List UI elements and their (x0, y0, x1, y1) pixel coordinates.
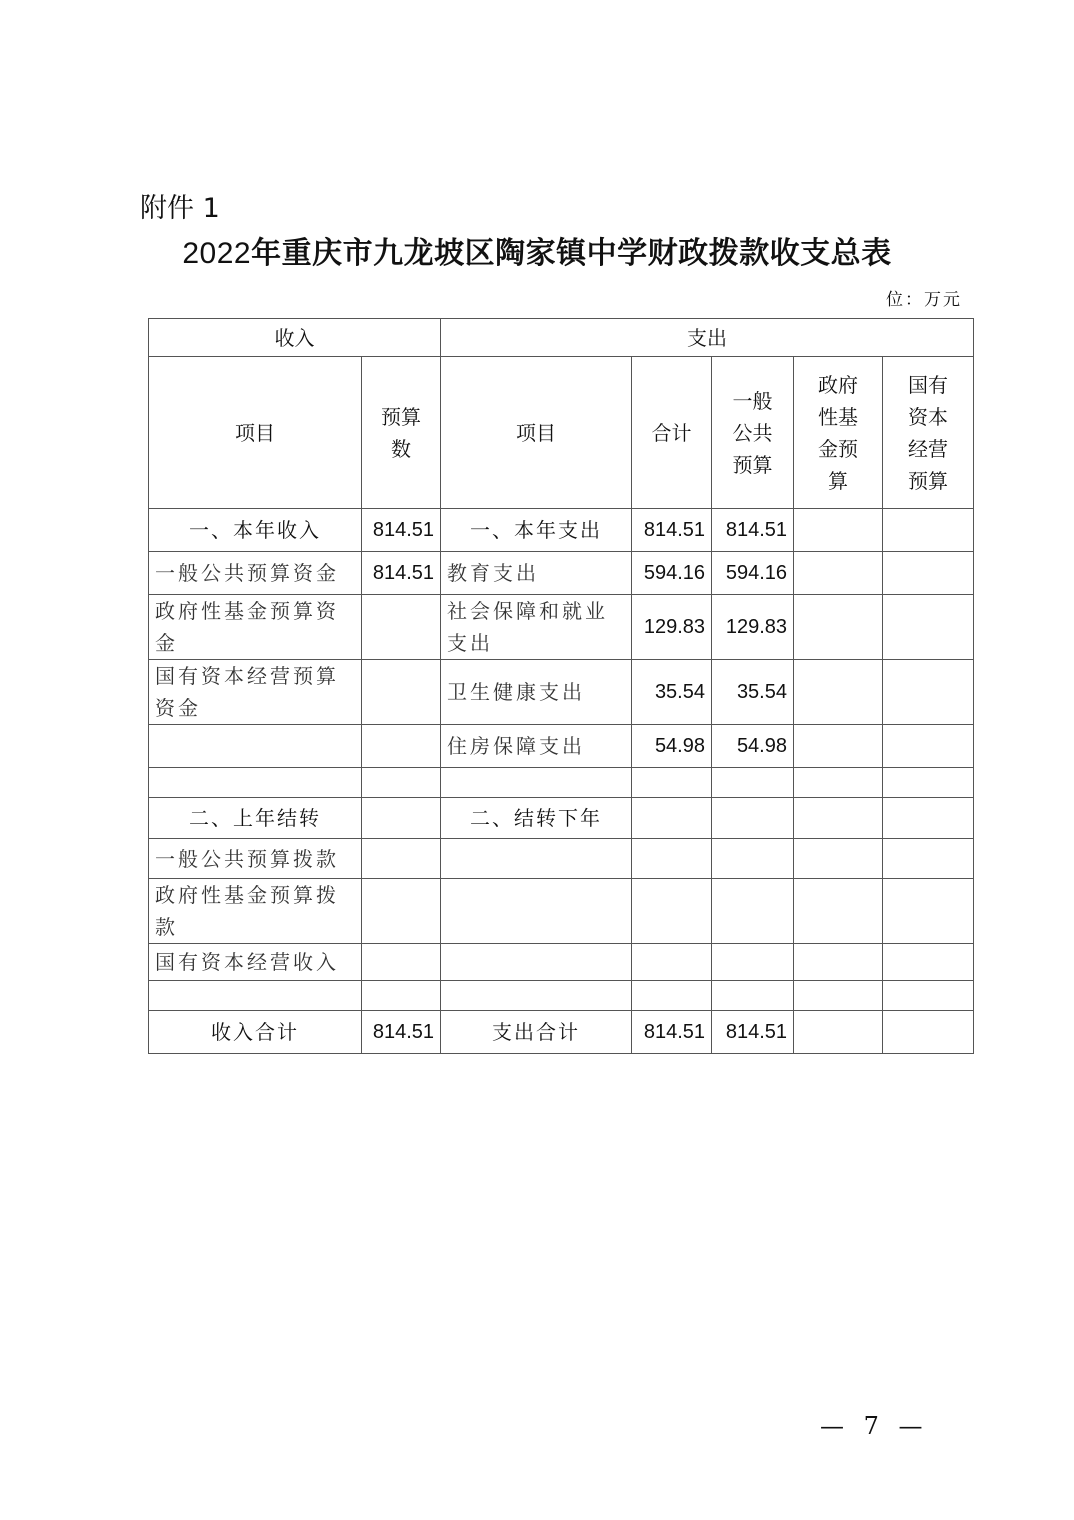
general-value (712, 944, 794, 981)
general-value: 54.98 (712, 725, 794, 768)
expense-item: 一、本年支出 (441, 509, 632, 552)
fund-value (794, 552, 883, 595)
capital-value (883, 1011, 974, 1054)
page-title (0, 228, 1074, 272)
budget-table (148, 318, 974, 1054)
capital-value (883, 595, 974, 660)
fund-value (794, 509, 883, 552)
budget-value (362, 725, 441, 768)
fund-value (794, 660, 883, 725)
budget-value (362, 768, 441, 798)
income-item: 收入合计 (149, 1011, 362, 1054)
income-item: 政府性基金预算拨款 (149, 879, 362, 944)
fund-value (794, 839, 883, 879)
expense-item (441, 981, 632, 1011)
total-value (632, 944, 712, 981)
budget-value (362, 798, 441, 839)
budget-value: 814.51 (362, 552, 441, 595)
budget-value (362, 660, 441, 725)
income-item (149, 768, 362, 798)
general-value: 129.83 (712, 595, 794, 660)
table-row (149, 879, 974, 944)
capital-value (883, 552, 974, 595)
capital-value (883, 839, 974, 879)
fund-value (794, 981, 883, 1011)
general-value: 594.16 (712, 552, 794, 595)
income-header: 收入 (149, 319, 441, 357)
general-value (712, 981, 794, 1011)
total-value: 35.54 (632, 660, 712, 725)
total-value: 54.98 (632, 725, 712, 768)
unit-label: 位：万元 (886, 290, 962, 310)
capital-value (883, 660, 974, 725)
fund-value (794, 595, 883, 660)
gov-fund-header: 政府性基金预算 (794, 357, 883, 509)
total-value: 814.51 (632, 509, 712, 552)
budget-amount-header: 预算数 (362, 357, 441, 509)
fund-value (794, 768, 883, 798)
fund-value (794, 879, 883, 944)
capital-value (883, 509, 974, 552)
expense-item (441, 944, 632, 981)
expense-item: 支出合计 (441, 1011, 632, 1054)
table-row (149, 725, 974, 768)
expense-header: 支出 (441, 319, 974, 357)
capital-value (883, 768, 974, 798)
total-value: 814.51 (632, 1011, 712, 1054)
general-value (712, 879, 794, 944)
income-item: 国有资本经营收入 (149, 944, 362, 981)
budget-value: 814.51 (362, 509, 441, 552)
general-value: 814.51 (712, 509, 794, 552)
budget-value (362, 981, 441, 1011)
general-public-header: 一般公共预算 (712, 357, 794, 509)
general-value (712, 798, 794, 839)
expense-item-header: 项目 (441, 357, 632, 509)
capital-value (883, 944, 974, 981)
income-item: 一、本年收入 (149, 509, 362, 552)
budget-value (362, 879, 441, 944)
expense-item: 二、结转下年 (441, 798, 632, 839)
state-capital-header: 国有资本经营预算 (883, 357, 974, 509)
table-row (149, 798, 974, 839)
table-row (149, 552, 974, 595)
fund-value (794, 944, 883, 981)
expense-item (441, 839, 632, 879)
fund-value (794, 725, 883, 768)
general-value: 35.54 (712, 660, 794, 725)
budget-value (362, 595, 441, 660)
fund-value (794, 798, 883, 839)
capital-value (883, 981, 974, 1011)
income-item: 一般公共预算资金 (149, 552, 362, 595)
total-value (632, 798, 712, 839)
table-row (149, 595, 974, 660)
total-value: 129.83 (632, 595, 712, 660)
income-item: 一般公共预算拨款 (149, 839, 362, 879)
total-value: 594.16 (632, 552, 712, 595)
total-value (632, 879, 712, 944)
income-item: 国有资本经营预算资金 (149, 660, 362, 725)
general-value (712, 839, 794, 879)
income-item (149, 981, 362, 1011)
table-row (149, 660, 974, 725)
table-row (149, 944, 974, 981)
attachment-label: 附件 1 (140, 193, 220, 224)
total-value (632, 768, 712, 798)
budget-value (362, 839, 441, 879)
total-value (632, 981, 712, 1011)
table-row (149, 981, 974, 1011)
expense-item (441, 768, 632, 798)
page-number: — 7 — (820, 1412, 929, 1440)
total-value (632, 839, 712, 879)
income-item-header: 项目 (149, 357, 362, 509)
fund-value (794, 1011, 883, 1054)
expense-item (441, 879, 632, 944)
title-text: 年重庆市九龙坡区陶家镇中学财政拨款收支总表 (251, 236, 892, 271)
income-item: 二、上年结转 (149, 798, 362, 839)
general-value: 814.51 (712, 1011, 794, 1054)
budget-value (362, 944, 441, 981)
capital-value (883, 798, 974, 839)
capital-value (883, 879, 974, 944)
capital-value (883, 725, 974, 768)
expense-item: 住房保障支出 (441, 725, 632, 768)
table-row (149, 1011, 974, 1054)
budget-value: 814.51 (362, 1011, 441, 1054)
expense-item: 卫生健康支出 (441, 660, 632, 725)
title-year: 2022 (182, 237, 252, 270)
general-value (712, 768, 794, 798)
table-row (149, 839, 974, 879)
expense-item: 教育支出 (441, 552, 632, 595)
total-header: 合计 (632, 357, 712, 509)
expense-item: 社会保障和就业支出 (441, 595, 632, 660)
income-item (149, 725, 362, 768)
table-row (149, 509, 974, 552)
income-item: 政府性基金预算资金 (149, 595, 362, 660)
table-row (149, 768, 974, 798)
